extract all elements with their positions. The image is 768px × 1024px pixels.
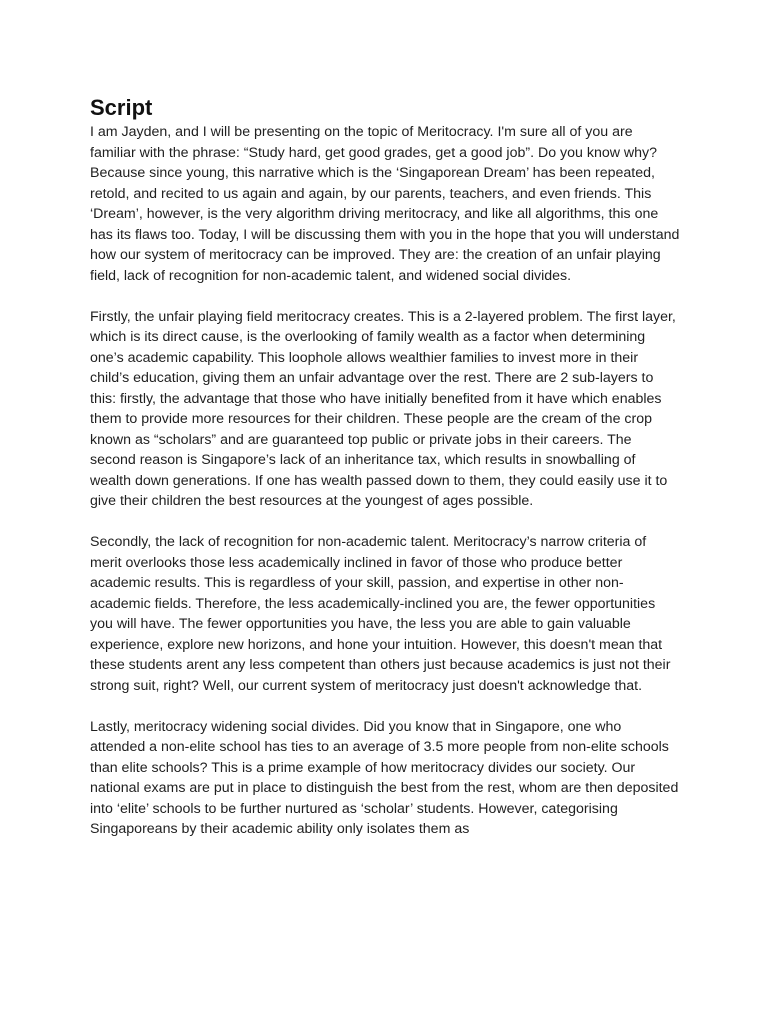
document-body <box>90 93 680 840</box>
paragraph-non-academic-talent: Secondly, the lack of recognition for non-academic talent. Meritocracy’s narrow criteria of merit overlooks those less academically inclined in favor of those who produce better academic results. This is regardless of your skill, passion, and expertise in other non-academic fields. Therefore, the less academically-inclined you are, the fewer opportunities you will have. The fewer opportunities you have, the less you are able to gain valuable experience, explore new horizons, and hone your intuition. However, this doesn't mean that these students arent any less competent than others just because academics is just not their strong suit, right? Well, our current system of meritocracy just doesn't acknowledge that. <box>90 534 671 694</box>
paragraph-unfair-playing-field: Firstly, the unfair playing field meritocracy creates. This is a 2-layered problem. The first layer, which is its direct cause, is the overlooking of family wealth as a factor when determining one’s academic capability. This loophole allows wealthier families to invest more in their child’s education, giving them an unfair advantage over the rest. There are 2 sub-layers to this: firstly, the advantage that those who have initially benefited from it have which enables them to provide more resources for their children. These people are the cream of the crop known as “scholars” and are guaranteed top public or private jobs in their careers. The second reason is Singapore’s lack of an inheritance tax, which results in snowballing of wealth down generations. If one has wealth passed down to them, they could easily use it to give their children the best resources at the youngest of ages possible. <box>90 308 676 509</box>
paragraph-social-divides: Lastly, meritocracy widening social divides. Did you know that in Singapore, one who attended a non-elite school has ties to an average of 3.5 more people from non-elite schools than elite schools? This is a prime example of how meritocracy divides our society. Our national exams are put in place to distinguish the best from the rest, whom are then deposited into ‘elite’ schools to be further nurtured as ‘scholar’ students. However, categorising Singaporeans by their academic ability only isolates them as <box>90 718 679 837</box>
paragraph-introduction: I am Jayden, and I will be presenting on the topic of Meritocracy. I'm sure all of you are familiar with the phrase: “Study hard, get good grades, get a good job”. Do you know why? Because since young, this narrative which is the ‘Singaporean Dream’ has been repeated, retold, and recited to us again and again, by our parents, teachers, and even friends. This ‘Dream’, however, is the very algorithm driving meritocracy, and like all algorithms, this one has its flaws too. Today, I will be discussing them with you in the hope that you will understand how our system of meritocracy can be improved. They are: the creation of an unfair playing field, lack of recognition for non-academic talent, and widened social divides. <box>90 124 680 284</box>
document-title: Script <box>90 95 153 120</box>
